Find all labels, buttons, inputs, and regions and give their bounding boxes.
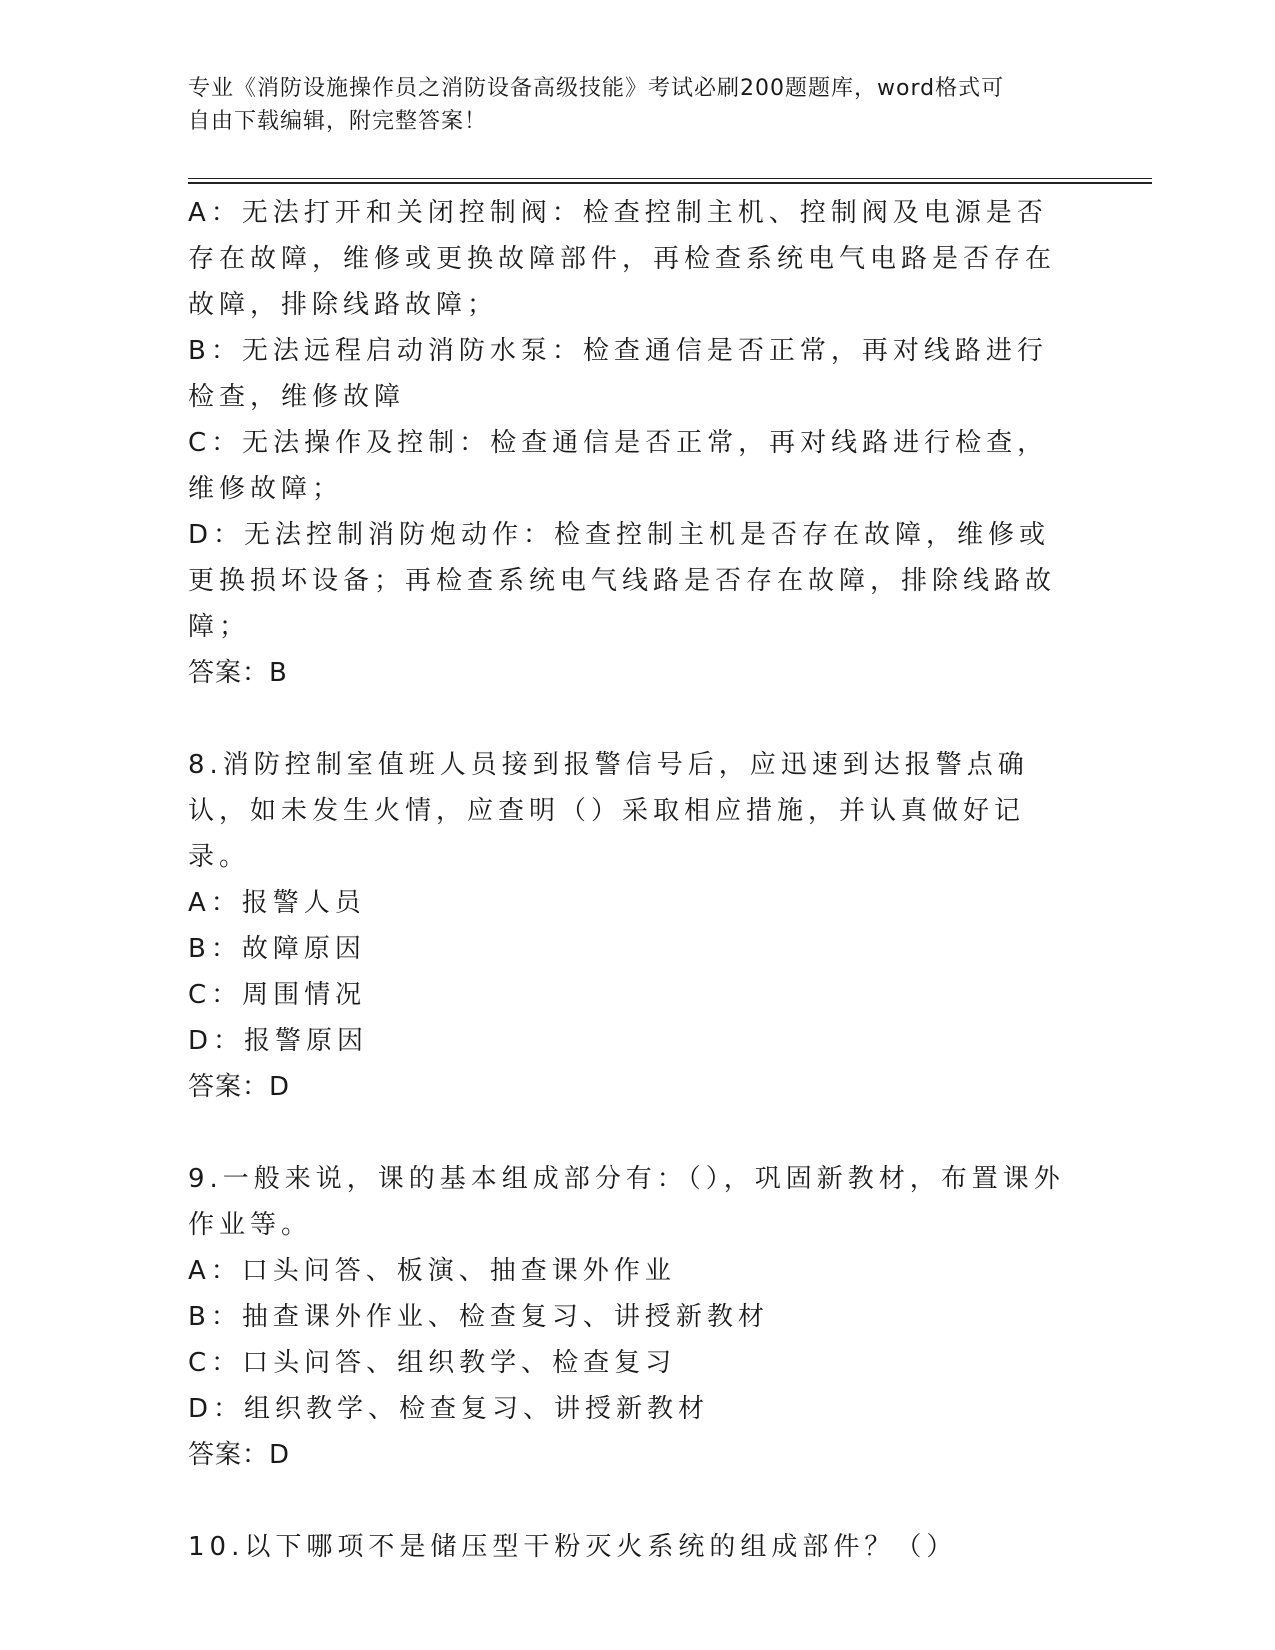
q10-stem: 10.以下哪项不是储压型干粉灭火系统的组成部件？（） xyxy=(188,1532,958,1562)
question-8-block xyxy=(188,742,1068,1110)
q8-option-a: A：报警人员 xyxy=(188,888,366,918)
q7-option-d: D：无法控制消防炮动作：检查控制主机是否存在故障，维修或更换损坏设备；再检查系统电气线路是否存在故障，排除线路故障； xyxy=(188,520,1057,642)
q7-answer: 答案：B xyxy=(188,658,288,688)
header-divider xyxy=(188,178,1152,184)
q8-option-c: C：周围情况 xyxy=(188,980,367,1010)
question-9-block xyxy=(188,1156,1068,1478)
q8-answer: 答案：D xyxy=(188,1072,291,1102)
q9-option-c: C：口头问答、组织教学、检查复习 xyxy=(188,1348,677,1378)
header-line-2: 自由下载编辑，附完整答案！ xyxy=(188,109,488,134)
q8-option-d: D：报警原因 xyxy=(188,1026,369,1056)
q8-option-b: B：故障原因 xyxy=(188,934,366,964)
header-line-1: 专业《消防设施操作员之消防设备高级技能》考试必刷200题题库，word格式可 xyxy=(188,76,1005,101)
q8-stem: 8.消防控制室值班人员接到报警信号后，应迅速到达报警点确认，如未发生火情，应查明（）采取相应措施，并认真做好记录。 xyxy=(188,750,1029,872)
document-header xyxy=(188,72,1068,138)
question-7-block xyxy=(188,190,1068,696)
q9-stem: 9.一般来说，课的基本组成部分有：（），巩固新教材，布置课外作业等。 xyxy=(188,1164,1065,1240)
q9-option-d: D：组织教学、检查复习、讲授新教材 xyxy=(188,1394,710,1424)
question-10-block xyxy=(188,1524,1068,1570)
q9-option-a: A：口头问答、板演、抽查课外作业 xyxy=(188,1256,676,1286)
question-content xyxy=(188,190,1068,1570)
q7-option-b: B：无法远程启动消防水泵：检查通信是否正常，再对线路进行检查，维修故障 xyxy=(188,336,1048,412)
q9-option-b: B：抽查课外作业、检查复习、讲授新教材 xyxy=(188,1302,769,1332)
q7-option-c: C：无法操作及控制：检查通信是否正常，再对线路进行检查，维修故障； xyxy=(188,428,1049,504)
q7-option-a: A：无法打开和关闭控制阀：检查控制主机、控制阀及电源是否存在故障，维修或更换故障部件，再检查系统电气电路是否存在故障，排除线路故障； xyxy=(188,198,1057,320)
q9-answer: 答案：D xyxy=(188,1440,291,1470)
